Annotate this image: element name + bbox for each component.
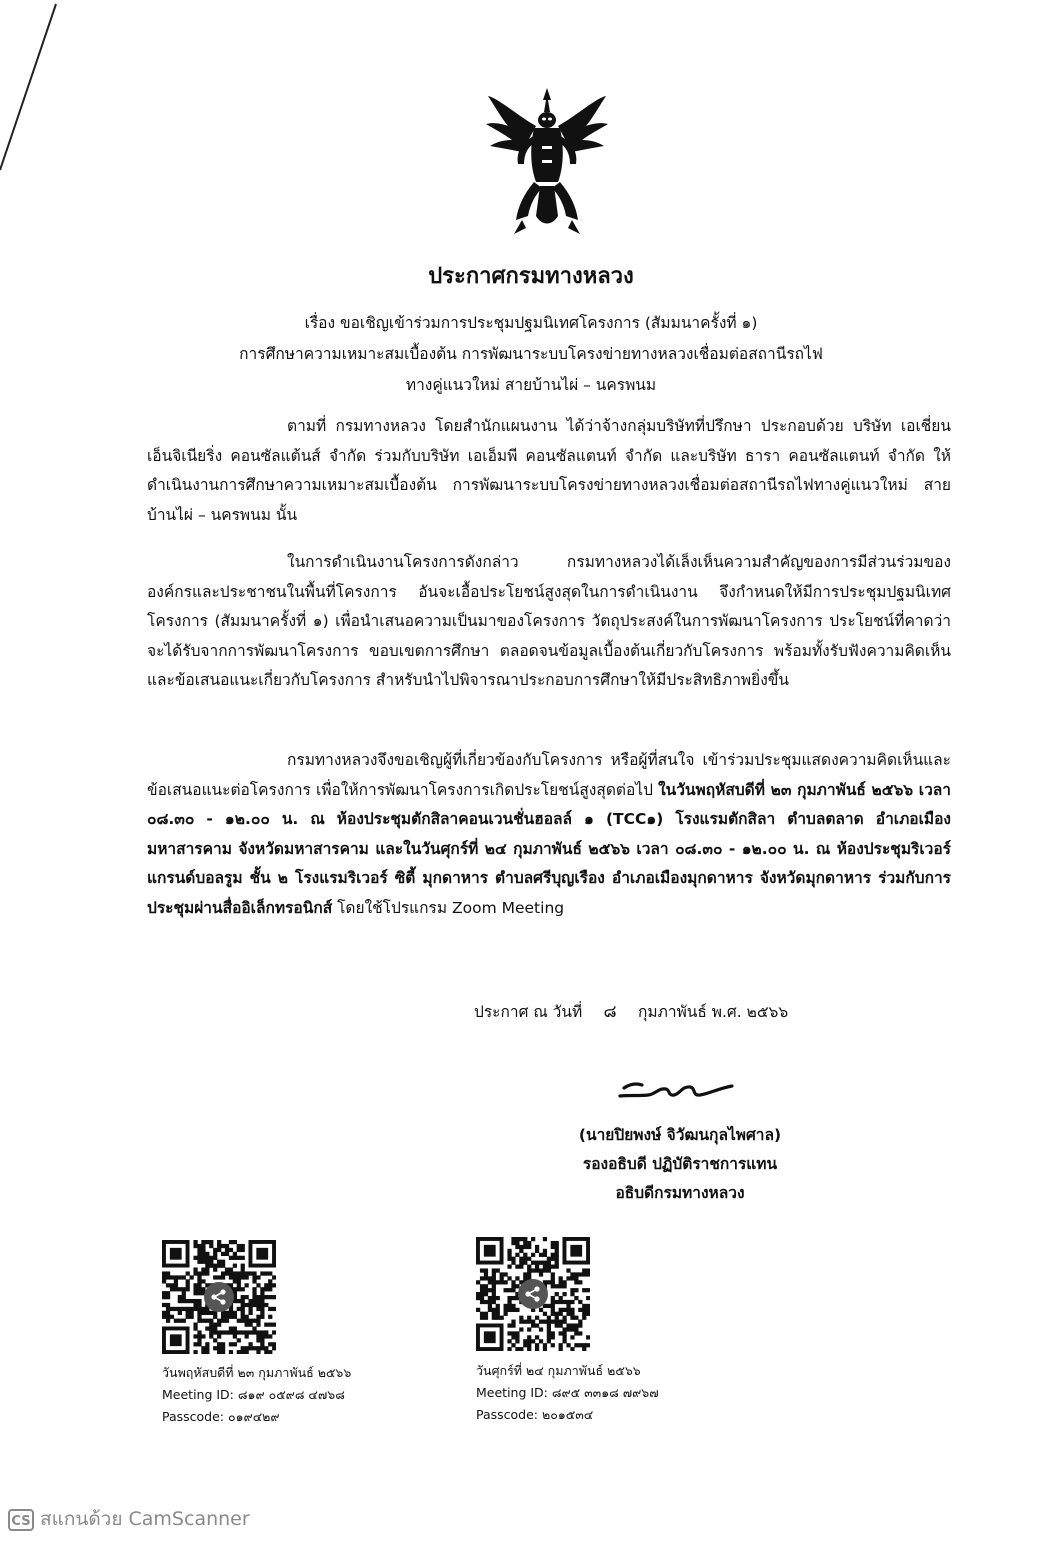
signature-icon bbox=[616, 1068, 736, 1104]
meeting-2-id: Meeting ID: ๘๙๕ ๓๓๑๘ ๗๙๖๗ bbox=[476, 1385, 659, 1400]
scan-edge-line bbox=[0, 0, 60, 180]
subject-line-1: เรื่อง ขอเชิญเข้าร่วมการประชุมปฐมนิเทศโครงการ (สัมมนาครั้งที่ ๑) bbox=[304, 314, 758, 332]
paragraph-2 bbox=[147, 548, 951, 696]
meeting-2-passcode: Passcode: ๒๐๑๕๓๔ bbox=[476, 1407, 594, 1422]
meeting-2-date: วันศุกร์ที่ ๒๔ กุมภาพันธ์ ๒๕๖๖ bbox=[476, 1363, 641, 1378]
paragraph-3 bbox=[147, 746, 951, 924]
meeting-2-caption bbox=[476, 1360, 659, 1426]
meeting-1-id: Meeting ID: ๘๑๙ ๐๕๙๘ ๔๗๖๘ bbox=[162, 1387, 345, 1402]
signatory-org: อธิบดีกรมทางหลวง bbox=[615, 1184, 745, 1202]
garuda-emblem-icon bbox=[478, 86, 616, 236]
paragraph-2-text: ในการดำเนินงานโครงการดังกล่าว กรมทางหลวงได้เล็งเห็นความสำคัญของการมีส่วนร่วมขององค์กรและประชาชนในพื้นที่โครงการ อันจะเอื้อประโยชน์สูงสุดในการดำเนินงาน จึงกำหนดให้มีการประชุมปฐมนิเทศโครงการ (สัมมนาครั้งที่ ๑) เพื่อนำเสนอความเป็นมาของโครงการ วัตถุประสงค์ในการพัฒนาโครงการ ประโยชน์ที่คาดว่าจะได้รับจากการพัฒนาโครงการ ขอบเขตการศึกษา ตลอดจนข้อมูลเบื้องต้นเกี่ยวกับโครงการ พร้อมทั้งรับฟังความคิดเห็นและข้อเสนอแนะเกี่ยวกับโครงการ สำหรับนำไปพิจารณาประกอบการศึกษาให้มีประสิทธิภาพยิ่งขึ้น bbox=[147, 553, 951, 690]
paragraph-3-end: โดยใช้โปรแกรม Zoom Meeting bbox=[337, 898, 565, 917]
signatory-name: (นายปิยพงษ์ จิวัฒนกุลไพศาล) bbox=[578, 1126, 782, 1144]
meeting-1-date: วันพฤหัสบดีที่ ๒๓ กุมภาพันธ์ ๒๕๖๖ bbox=[162, 1365, 352, 1380]
announce-month-year: กุมภาพันธ์ พ.ศ. ๒๕๖๖ bbox=[638, 1003, 789, 1021]
meeting-details: ในวันพฤหัสบดีที่ ๒๓ กุมภาพันธ์ ๒๕๖๖ เวลา ๐๘.๓๐ - ๑๒.๐๐ น. ณ ห้องประชุมตักสิลาคอนเวนชั่นฮอลล์ ๑ (TCC๑) โรงแรมตักสิลา ตำบลตลาด อำเภอเมืองมหาสารคาม จังหวัดมหาสารคาม และในวันศุกร์ที่ ๒๔ กุมภาพันธ์ ๒๕๖๖ เวลา ๐๘.๓๐ - ๑๒.๐๐ น. ณ ห้องประชุมริเวอร์แกรนด์บอลรูม ชั้น ๒ โรงแรมริเวอร์ ซิตี้ มุกดาหาร ตำบลศรีบุญเรือง อำเภอเมืองมุกดาหาร จังหวัดมุกดาหาร ร่วมกับการประชุมผ่านสื่ออิเล็กทรอนิกส์ bbox=[147, 780, 952, 917]
subject-line-2: การศึกษาความเหมาะสมเบื้องต้น การพัฒนาระบบโครงข่ายทางหลวงเชื่อมต่อสถานีรถไฟ bbox=[239, 345, 823, 363]
paragraph-1 bbox=[147, 412, 951, 530]
meeting-1-caption bbox=[162, 1362, 351, 1428]
share-icon bbox=[518, 1279, 548, 1309]
paragraph-3-intro: กรมทางหลวงจึงขอเชิญผู้ที่เกี่ยวข้องกับโครงการ หรือผู้ที่สนใจ เข้าร่วมประชุมแสดงความคิดเห็นและข้อเสนอแนะต่อโครงการ เพื่อให้การพัฒนาโครงการเกิดประโยชน์สูงสุดต่อไป bbox=[147, 751, 951, 799]
qr-code-icon[interactable] bbox=[476, 1237, 590, 1351]
meeting-1-passcode: Passcode: ๐๑๙๔๒๙ bbox=[162, 1409, 280, 1424]
announce-date bbox=[474, 998, 788, 1025]
camscanner-logo-icon: CS bbox=[8, 1509, 34, 1531]
announce-day: ๘ bbox=[603, 1002, 617, 1022]
document-title: ประกาศกรมทางหลวง bbox=[428, 264, 634, 289]
qr-code-icon[interactable] bbox=[162, 1240, 276, 1354]
share-icon bbox=[204, 1282, 234, 1312]
footer-text: สแกนด้วย CamScanner bbox=[40, 1508, 250, 1530]
announce-prefix: ประกาศ ณ วันที่ bbox=[474, 1003, 583, 1021]
signatory-position: รองอธิบดี ปฏิบัติราชการแทน bbox=[582, 1155, 778, 1173]
camscanner-footer bbox=[8, 1504, 250, 1534]
subject-line-3: ทางคู่แนวใหม่ สายบ้านไผ่ – นครพนม bbox=[405, 376, 657, 394]
paragraph-1-text: ตามที่ กรมทางหลวง โดยสำนักแผนงาน ได้ว่าจ้างกลุ่มบริษัทที่ปรึกษา ประกอบด้วย บริษัท เอเชี่ยน เอ็นจิเนียริ่ง คอนซัลแต้นส์ จำกัด ร่วมกับบริษัท เอเอ็มพี คอนซัลแตนท์ จำกัด และบริษัท ธารา คอนซัลแตนท์ จำกัด ให้ดำเนินงานการศึกษาความเหมาะสมเบื้องต้น การพัฒนาระบบโครงข่ายทางหลวงเชื่อมต่อสถานีรถไฟทางคู่แนวใหม่ สายบ้านไผ่ – นครพนม นั้น bbox=[147, 417, 951, 524]
